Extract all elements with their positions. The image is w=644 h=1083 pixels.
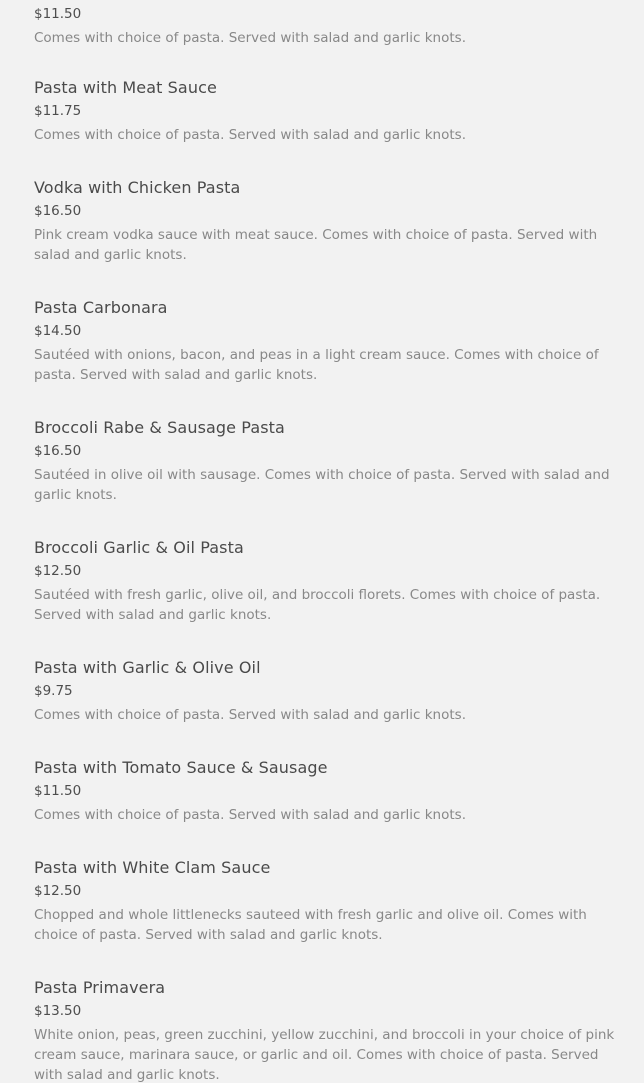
menu-item xyxy=(34,856,618,945)
item-description: White onion, peas, green zucchini, yellow zucchini, and broccoli in your choice of pink cream sauce, marinara sauce, or garlic and oil. Comes with choice of pasta. Served with salad and garlic knots. xyxy=(34,1027,615,1083)
item-price: $12.50 xyxy=(34,883,82,899)
item-name: Pasta Primavera xyxy=(34,978,166,997)
item-price: $11.50 xyxy=(34,6,82,22)
item-price: $16.50 xyxy=(34,203,82,219)
menu-item xyxy=(34,976,618,1083)
menu-item xyxy=(34,416,618,505)
item-description: Sautéed with onions, bacon, and peas in a light cream sauce. Comes with choice of pasta. Served with salad and garlic knots. xyxy=(34,347,599,383)
item-description: Pink cream vodka sauce with meat sauce. Comes with choice of pasta. Served with salad and garlic knots. xyxy=(34,227,598,263)
item-description: Chopped and whole littlenecks sauteed with fresh garlic and olive oil. Comes with choice of pasta. Served with salad and garlic knots. xyxy=(34,907,587,943)
item-name: Broccoli Garlic & Oil Pasta xyxy=(34,538,244,557)
item-price: $14.50 xyxy=(34,323,82,339)
menu-item xyxy=(34,296,618,385)
item-name: Pasta with Meat Sauce xyxy=(34,78,217,97)
item-description: Sautéed in olive oil with sausage. Comes with choice of pasta. Served with salad and garlic knots. xyxy=(34,467,610,503)
item-description: Comes with choice of pasta. Served with salad and garlic knots. xyxy=(34,30,466,46)
item-price: $9.75 xyxy=(34,683,73,699)
menu-item xyxy=(34,756,618,825)
menu-item xyxy=(34,176,618,265)
item-name: Pasta with Tomato Sauce & Sausage xyxy=(34,758,328,777)
item-name: Pasta with White Clam Sauce xyxy=(34,858,271,877)
item-name: Vodka with Chicken Pasta xyxy=(34,178,241,197)
item-price: $16.50 xyxy=(34,443,82,459)
item-name: Pasta Carbonara xyxy=(34,298,168,317)
menu-item xyxy=(34,536,618,625)
item-name: Broccoli Rabe & Sausage Pasta xyxy=(34,418,285,437)
item-description: Sautéed with fresh garlic, olive oil, and broccoli florets. Comes with choice of pasta. Served with salad and garlic knots. xyxy=(34,587,601,623)
item-description: Comes with choice of pasta. Served with salad and garlic knots. xyxy=(34,707,466,723)
item-description: Comes with choice of pasta. Served with salad and garlic knots. xyxy=(34,807,466,823)
item-name: Pasta with Garlic & Olive Oil xyxy=(34,658,261,677)
item-description: Comes with choice of pasta. Served with salad and garlic knots. xyxy=(34,127,466,143)
item-price: $12.50 xyxy=(34,563,82,579)
item-price: $11.50 xyxy=(34,783,82,799)
item-price: $11.75 xyxy=(34,103,82,119)
item-price: $13.50 xyxy=(34,1003,82,1019)
menu-item xyxy=(34,76,618,145)
menu-item xyxy=(34,656,618,725)
menu-item xyxy=(34,3,618,48)
